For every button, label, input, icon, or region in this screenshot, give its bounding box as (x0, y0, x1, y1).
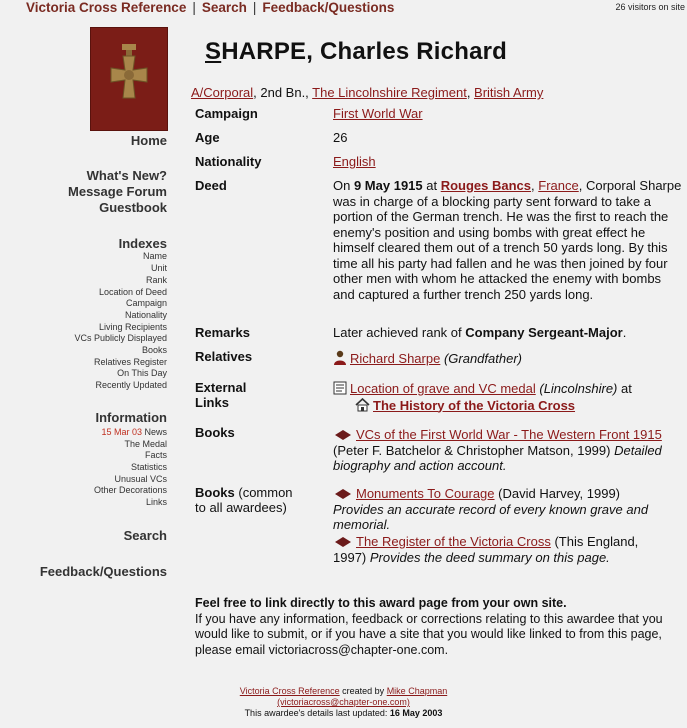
book-entry: VCs of the First World War - The Western Front 1915 (Peter F. Batchelor & Christopher Matson, 1999) Detailed biography and action account. (333, 427, 662, 473)
sidebar-index-location[interactable]: Location of Deed (98, 287, 167, 297)
campaign-link[interactable]: First World War (333, 106, 423, 121)
sidebar-search[interactable]: Search (123, 528, 167, 543)
book-link-monuments[interactable]: Monuments To Courage (356, 486, 495, 501)
sidebar-info-statistics[interactable]: Statistics (130, 462, 167, 472)
sidebar-index-unit[interactable]: Unit (150, 263, 167, 273)
credits-author-link[interactable]: Mike Chapman (386, 686, 448, 696)
nationality-label: Nationality (195, 154, 262, 169)
nav-separator: | (252, 0, 257, 15)
sidebar-info-news[interactable]: 15 Mar 03 News (101, 427, 167, 437)
sidebar-index-living[interactable]: Living Recipients (98, 322, 167, 332)
remarks-value: Later achieved rank of Company Sergeant-Major. (333, 325, 627, 340)
deed-place-link[interactable]: Rouges Bancs (440, 178, 532, 193)
regiment-link[interactable]: The Lincolnshire Regiment (312, 85, 467, 100)
nav-site-link[interactable]: Victoria Cross Reference (26, 0, 187, 15)
deed-text: On 9 May 1915 at Rouges Bancs, France, Corporal Sharpe was in charge of a blocking party sent forward to take a portion of the German trench. He was the first to reach the enemy's position and using bombs with great effect he himself cleared them out of a trench 50 yards long. By this time all his party had fallen and he was then joined by four other men with whom he attacked the enemy with bombs and captured a further trench 250 yards long. (333, 178, 682, 302)
sidebar-info-unusual[interactable]: Unusual VCs (114, 474, 167, 484)
sidebar-index-displayed[interactable]: VCs Publicly Displayed (74, 333, 167, 343)
link-notice: Feel free to link directly to this award page from your own site. (195, 596, 567, 610)
sidebar-index-relatives[interactable]: Relatives Register (93, 357, 167, 367)
sidebar-index-nationality[interactable]: Nationality (124, 310, 167, 320)
house-icon (355, 398, 370, 412)
sidebar-whats-new[interactable]: What's New? (86, 168, 167, 183)
external-links-value: Location of grave and VC medal (Lincolnshire) at The History of the Victoria Cross (333, 381, 632, 413)
book-link-register[interactable]: The Register of the Victoria Cross (356, 534, 551, 549)
book-icon (333, 429, 353, 441)
sidebar-index-rank[interactable]: Rank (145, 275, 167, 285)
page-title: SHARPE, Charles Richard (205, 38, 508, 65)
sidebar-guestbook[interactable]: Guestbook (99, 200, 167, 215)
nationality-link[interactable]: English (333, 154, 376, 169)
credits-site-link[interactable]: Victoria Cross Reference (239, 686, 340, 696)
book-icon (333, 536, 353, 548)
top-navigation (26, 0, 394, 15)
credits-email-link[interactable]: (victoriacross@chapter-one.com) (277, 697, 410, 707)
sidebar-info-facts[interactable]: Facts (144, 450, 167, 460)
sidebar-index-name[interactable]: Name (142, 251, 167, 261)
nav-search-link[interactable]: Search (201, 0, 247, 15)
person-icon (333, 350, 347, 365)
deed-country-link[interactable]: France (538, 178, 579, 193)
book-icon (333, 488, 353, 500)
relatives-value: Richard Sharpe (Grandfather) (333, 350, 522, 367)
sidebar-message-forum[interactable]: Message Forum (68, 184, 167, 199)
rank-link[interactable]: A/Corporal (191, 85, 254, 100)
book-entry: Monuments To Courage (David Harvey, 1999) Provides an accurate record of every known grave and memorial. (333, 486, 649, 532)
contact-notice: If you have any information, feedback or corrections relating to this awardee that you would like to submit, or if you have a site that you would like linked to from this page, please email victoriacross@chapter-one.com. (195, 611, 663, 657)
relative-link[interactable]: Richard Sharpe (350, 351, 441, 366)
deed-label: Deed (195, 178, 227, 193)
sidebar-index-recent[interactable]: Recently Updated (95, 380, 167, 390)
sidebar-indexes-title: Indexes (118, 236, 167, 251)
books-common-label: Books (common to all awardees) (195, 485, 293, 515)
sidebar-info-links[interactable]: Links (145, 497, 167, 507)
sidebar-home[interactable]: Home (130, 133, 167, 148)
sidebar-info-decorations[interactable]: Other Decorations (93, 485, 167, 495)
victoria-cross-icon (109, 44, 149, 110)
grave-location-link[interactable]: Location of grave and VC medal (350, 381, 536, 396)
rank-unit-line: A/Corporal, 2nd Bn., The Lincolnshire Regiment, British Army (191, 85, 544, 100)
nav-separator: | (192, 0, 196, 15)
sidebar-index-campaign[interactable]: Campaign (125, 298, 167, 308)
document-icon (333, 381, 347, 395)
army-link[interactable]: British Army (474, 85, 544, 100)
sidebar-feedback[interactable]: Feedback/Questions (39, 564, 167, 579)
sidebar-info-medal[interactable]: The Medal (124, 439, 167, 449)
campaign-label: Campaign (195, 106, 258, 121)
book-link-vcs-wwi[interactable]: VCs of the First World War - The Western Front 1915 (356, 427, 662, 442)
relatives-label: Relatives (195, 349, 253, 364)
remarks-label: Remarks (195, 325, 250, 340)
book-entry: The Register of the Victoria Cross (This England, 1997) Provides the deed summary on this page. (333, 534, 639, 565)
nav-feedback-link[interactable]: Feedback/Questions (262, 0, 395, 15)
victoria-cross-logo[interactable] (90, 27, 168, 131)
sidebar-information-title: Information (95, 410, 167, 425)
sidebar-index-on-this-day[interactable]: On This Day (117, 368, 167, 378)
credits: Victoria Cross Reference created by Mike Chapman (victoriacross@chapter-one.com) This awardee's details last updated: 16 May 2003 (239, 686, 448, 718)
sidebar-index-books[interactable]: Books (141, 345, 167, 355)
age-value: 26 (333, 130, 348, 145)
external-links-label: External Links (195, 380, 247, 410)
books-label: Books (195, 425, 235, 440)
vc-history-link[interactable]: The History of the Victoria Cross (373, 397, 576, 413)
age-label: Age (195, 130, 220, 145)
footer-notice (195, 596, 687, 658)
visitor-count: 26 visitors on site (615, 2, 685, 12)
